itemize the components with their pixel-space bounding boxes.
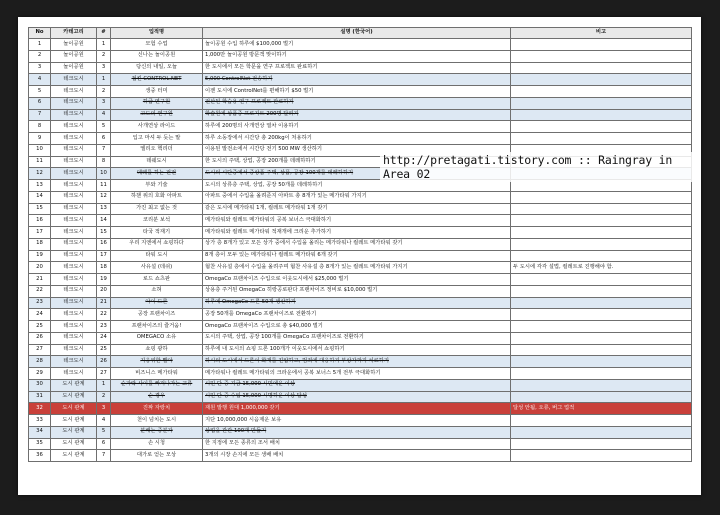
table-row [29,285,692,297]
cell-title: 사개연상 라이드 [111,121,203,133]
cell-category: 테크도시 [51,97,97,109]
cell-num: 16 [97,238,111,250]
cell-title: 소혀 [111,285,203,297]
table-row [29,403,692,415]
header-title: 업적명 [111,28,203,39]
cell-category: 테크도시 [51,227,97,239]
cell-note [511,121,692,133]
cell-desc: 시민 단 중 지금 15,000 시민에운 이상 [203,379,511,391]
cell-num: 1 [97,379,111,391]
cell-num: 7 [97,450,111,462]
cell-category: 도시 관계 [51,450,97,462]
cell-num: 8 [97,156,111,168]
cell-no: 36 [29,450,51,462]
cell-note [511,391,692,403]
cell-desc: 이용된 발전소에서 시간당 전기 500 MW 생산하기 [203,144,511,156]
cell-note [511,344,692,356]
header-note: 비고 [511,28,692,39]
cell-title: 데레를 하는 전전 [111,168,203,180]
cell-category: 테크도시 [51,297,97,309]
cell-num: 21 [97,297,111,309]
cell-category: 테크도시 [51,133,97,145]
cell-note [511,309,692,321]
cell-note [511,450,692,462]
table-row [29,438,692,450]
cell-title: 부와 기술 [111,180,203,192]
cell-desc: 한 지정에 모든 종류의 조서 배치 [203,438,511,450]
table-body [29,39,692,462]
cell-note [511,250,692,262]
table-row [29,50,692,62]
cell-title: 비즈니스 메가타워 [111,368,203,380]
table-row [29,368,692,380]
cell-no: 16 [29,215,51,227]
cell-no: 25 [29,321,51,333]
cell-num: 11 [97,180,111,192]
cell-title: 손 시청 [111,438,203,450]
table-row [29,86,692,98]
cell-desc: 학술원에 상품중 프로지트 200명 달리기 [203,109,511,121]
table-row [29,133,692,145]
cell-title: 프랜차이즈의 즐거움! [111,321,203,333]
cell-title: 고도의 연구원 [111,109,203,121]
cell-note [511,74,692,86]
cell-no: 9 [29,133,51,145]
cell-category: 도시 관계 [51,391,97,403]
cell-title: 공장 프랜차이즈 [111,309,203,321]
cell-desc: OmegaCo 프랜차이즈 수입으로 총 $40,000 벌기 [203,321,511,333]
cell-num: 2 [97,50,111,62]
cell-desc: 메가타워와 컬레트 메가타워의 공복 보너스 극대화하기 [203,215,511,227]
cell-note: 두 도시에 각각 설법, 컬레트로 진행해야 함. [511,262,692,274]
cell-num: 23 [97,321,111,333]
cell-num: 15 [97,227,111,239]
cell-desc: 도시의 상류층 주택, 상업, 공장 50개를 데레하하기 [203,180,511,192]
cell-title: 지웅위한 빨아 [111,356,203,368]
cell-note [511,426,692,438]
cell-num: 6 [97,133,111,145]
cell-note [511,39,692,51]
cell-no: 35 [29,438,51,450]
cell-category: 테크도시 [51,332,97,344]
cell-note [511,297,692,309]
header-category: 카테고리 [51,28,97,39]
cell-note [511,203,692,215]
cell-no: 18 [29,238,51,250]
table-row [29,309,692,321]
cell-desc: 같은 도시에 메가타워 1개, 컬레트 메가타워 1개 갖기 [203,203,511,215]
cell-title: 쇼핑 광하 [111,344,203,356]
cell-num: 27 [97,368,111,380]
watermark-text: http://pretagati.tistory.com :: Raingray in Area 02 [380,152,701,182]
spreadsheet-page [18,17,701,495]
cell-num: 13 [97,203,111,215]
cell-no: 7 [29,109,51,121]
cell-category: 테크도시 [51,144,97,156]
cell-desc: 한 도시의 주택, 상업, 공장 200개를 데레하하기 [203,156,511,168]
cell-no: 12 [29,168,51,180]
table-row [29,39,692,51]
cell-desc: 3개의 시장 손지에 모든 생배 배치 [203,450,511,462]
cell-num: 19 [97,274,111,286]
cell-no: 13 [29,180,51,192]
table-row [29,250,692,262]
table-row [29,74,692,86]
cell-num: 1 [97,74,111,86]
cell-num: 4 [97,109,111,121]
cell-desc: 지단 10,000,000 시음제운 보유 [203,415,511,427]
cell-category: 놀이공원 [51,50,97,62]
cell-category: 테크도시 [51,238,97,250]
cell-category: 테크도시 [51,344,97,356]
cell-num: 12 [97,191,111,203]
cell-num: 5 [97,121,111,133]
cell-category: 테크도시 [51,321,97,333]
cell-no: 24 [29,309,51,321]
cell-note [511,238,692,250]
cell-desc: 하루에 OmegaCo 드론 50개 생산하기 [203,297,511,309]
cell-category: 놀이공원 [51,39,97,51]
cell-category: 테크도시 [51,215,97,227]
cell-desc: 아파트 중에서 수입을 올려준지 아파트 총 8개가 있는 메가타워 가지기 [203,191,511,203]
cell-category: 테크도시 [51,356,97,368]
cell-num: 25 [97,344,111,356]
table-row [29,262,692,274]
table-row [29,415,692,427]
cell-title: 하급 연구원 [111,97,203,109]
cell-num: 3 [97,62,111,74]
cell-category: 테크도시 [51,368,97,380]
cell-title: 순가락 사이를 빠져나가는 교류 [111,379,203,391]
cell-desc: 하루에 200명의 사개연상 열차 이용하기 [203,121,511,133]
cell-note [511,191,692,203]
cell-category: 도시 관계 [51,438,97,450]
cell-desc: 이젠 도시에 ControlNet를 편해하기 $50 벌기 [203,86,511,98]
table-row [29,191,692,203]
cell-category: 테크도시 [51,74,97,86]
cell-title: 코리분 보석 [111,215,203,227]
cell-category: 테크도시 [51,285,97,297]
cell-desc: 시민 단 중 수입 15,000 시명하운 이상 달성 [203,391,511,403]
cell-no: 6 [29,97,51,109]
table-row [29,274,692,286]
cell-no: 26 [29,332,51,344]
cell-note [511,133,692,145]
cell-title: 진짜 자랑치 [111,403,203,415]
cell-desc: 도시의 주택, 상업, 공장 100개를 OmegaCo 프랜차이즈로 전환하기 [203,332,511,344]
cell-desc: 도시의 시단중에서 중상품 주택, 상품, 공장 100개를 데레하하기 [203,168,511,180]
cell-num: 17 [97,250,111,262]
table-row [29,344,692,356]
cell-note [511,379,692,391]
cell-category: 테크도시 [51,121,97,133]
cell-note [511,215,692,227]
cell-note [511,415,692,427]
cell-title: 데쉐도시 [111,156,203,168]
cell-desc: OmegaCo 프랜차이즈 수입으로 이웃도시에서 $25,000 벌기 [203,274,511,286]
cell-no: 3 [29,62,51,74]
achievements-table [28,27,692,462]
cell-num: 7 [97,144,111,156]
cell-note [511,274,692,286]
cell-category: 도시 관계 [51,379,97,391]
cell-category: 테크도시 [51,250,97,262]
cell-category: 도시 관계 [51,415,97,427]
cell-title: 대가로 얻는 모상 [111,450,203,462]
header-num: # [97,28,111,39]
cell-category: 테크도시 [51,156,97,168]
cell-category: 테크도시 [51,309,97,321]
cell-desc: 놀이공원 수입 하루에 $100,000 벌기 [203,39,511,51]
cell-desc: 5,000 ControlNet 전송하기 [203,74,511,86]
cell-no: 15 [29,203,51,215]
table-row [29,391,692,403]
cell-title: 천이 넘치는 도시 [111,415,203,427]
cell-no: 34 [29,426,51,438]
cell-title: 하챈 위의 호화 아파트 [111,191,203,203]
cell-title: 로드 쇼츠판 [111,274,203,286]
cell-note [511,109,692,121]
cell-no: 19 [29,250,51,262]
cell-no: 8 [29,121,51,133]
cell-no: 33 [29,415,51,427]
cell-note: 달성 안됨, 오류, 버그 업적 [511,403,692,415]
header-desc: 설명 (한국어) [203,28,511,39]
cell-desc: 하시의 도시에서 드론이 화재를 진압하고, 범죄에 대응하기 부상자까지 치료하기 [203,356,511,368]
cell-desc: 하루에 내 도시의 쇼핑 드론 100개가 이웃도시에서 쇼핑하기 [203,344,511,356]
cell-num: 26 [97,356,111,368]
cell-no: 20 [29,262,51,274]
cell-num: 3 [97,97,111,109]
cell-num: 24 [97,332,111,344]
header-no: No [29,28,51,39]
cell-desc: 상용층 주거된 OmegaCo 히랑공로판다 프랜차이즈 정비로 $10,000 벌기 [203,285,511,297]
cell-num: 6 [97,438,111,450]
cell-num: 4 [97,415,111,427]
cell-category: 테크도시 [51,274,97,286]
cell-no: 32 [29,403,51,415]
cell-title: 사유설 (데쉬) [111,262,203,274]
cell-category: 놀이공원 [51,62,97,74]
cell-num: 5 [97,426,111,438]
cell-num: 18 [97,262,111,274]
table-row [29,62,692,74]
cell-no: 1 [29,39,51,51]
table-row [29,297,692,309]
table-row [29,356,692,368]
cell-note [511,356,692,368]
cell-no: 11 [29,156,51,168]
cell-num: 3 [97,403,111,415]
cell-category: 도시 관계 [51,403,97,415]
cell-no: 31 [29,391,51,403]
cell-no: 17 [29,227,51,239]
cell-num: 22 [97,309,111,321]
table-row [29,227,692,239]
cell-no: 4 [29,74,51,86]
cell-no: 2 [29,50,51,62]
table-row [29,379,692,391]
cell-no: 29 [29,368,51,380]
cell-no: 30 [29,379,51,391]
cell-num: 1 [97,39,111,51]
cell-title: 입고 마셔 두 듯는 말 [111,133,203,145]
cell-category: 테크도시 [51,191,97,203]
table-row [29,121,692,133]
cell-category: 테크도시 [51,168,97,180]
cell-note [511,227,692,239]
cell-no: 10 [29,144,51,156]
cell-category: 테크도시 [51,203,97,215]
cell-title: 우리 지엔에서 쇼핑하다 [111,238,203,250]
cell-category: 도시 관계 [51,426,97,438]
cell-note [511,62,692,74]
cell-desc: 상가 층 8개가 있고 모든 상가 중에서 수입을 올리는 메가타워나 컬레트 메가타워 갖기 [203,238,511,250]
cell-title: 타워 도시 [111,250,203,262]
cell-note [511,50,692,62]
cell-desc: 1,000만 놀이공원 방문객 맞이하기 [203,50,511,62]
cell-title: OMEGACO 소유 [111,332,203,344]
cell-no: 5 [29,86,51,98]
cell-title: 접킨 CONTROL.NET [111,74,203,86]
cell-title: 분배는 중분가 [111,426,203,438]
cell-note [511,368,692,380]
cell-desc: 메가타워나 컬레트 메가타워의 크라운에서 공복 보너스 5개 전부 극대화하기 [203,368,511,380]
cell-no: 14 [29,191,51,203]
cell-note [511,97,692,109]
cell-no: 28 [29,356,51,368]
table-row [29,426,692,438]
cell-title: 엘리오 핵리더 [111,144,203,156]
table-row [29,238,692,250]
cell-no: 27 [29,344,51,356]
cell-no: 21 [29,274,51,286]
cell-note [511,285,692,297]
cell-desc: 혐찬 사유설 층에서 수입을 올려주며 혐찬 사유설 층 8개가 있는 컬레트 메가타워 가지기 [203,262,511,274]
cell-category: 테크도시 [51,262,97,274]
cell-num: 14 [97,215,111,227]
cell-title: 가진 최고 없는 것 [111,203,203,215]
table-row [29,332,692,344]
cell-note [511,438,692,450]
cell-no: 23 [29,297,51,309]
cell-title: 모험 수업 [111,39,203,51]
cell-note [511,332,692,344]
cell-note [511,86,692,98]
cell-category: 테크도시 [51,180,97,192]
cell-category: 테크도시 [51,109,97,121]
table-row [29,215,692,227]
cell-desc: 하루 소동장에서 시간당 총 200kg이 처용하기 [203,133,511,145]
header-row [29,28,692,39]
cell-desc: 전산된 학습용 연구 프로젝트 완료하기 [203,97,511,109]
cell-num: 10 [97,168,111,180]
table-row [29,109,692,121]
cell-desc: 8개 층이 모두 있는 메가타워나 컬레트 메가타워 6개 갖기 [203,250,511,262]
cell-desc: 상업을 관관 100개 만들기 [203,426,511,438]
cell-desc: 한 도시에서 모든 학문을 연구 프로젝트 완료하기 [203,62,511,74]
table-row [29,450,692,462]
cell-title: 아이 드론 [111,297,203,309]
cell-category: 테크도시 [51,86,97,98]
cell-num: 20 [97,285,111,297]
table-row [29,97,692,109]
cell-note [511,321,692,333]
cell-num: 2 [97,86,111,98]
cell-desc: 재원 발행 원대 1,000,000 갖기 [203,403,511,415]
cell-title: 순 경우 [111,391,203,403]
cell-desc: 메가타워와 컬레트 메가타워 적재개에 크리운 추가하기 [203,227,511,239]
cell-desc: 공장 50개를 OmegaCo 프랜차이즈로 전환하기 [203,309,511,321]
cell-title: 당신의 내일, 오늘 [111,62,203,74]
cell-title: 신나는 놀이공원 [111,50,203,62]
table-row [29,203,692,215]
cell-no: 22 [29,285,51,297]
cell-title: 타국 적재기 [111,227,203,239]
cell-num: 2 [97,391,111,403]
cell-title: 생중 터미 [111,86,203,98]
table-row [29,321,692,333]
